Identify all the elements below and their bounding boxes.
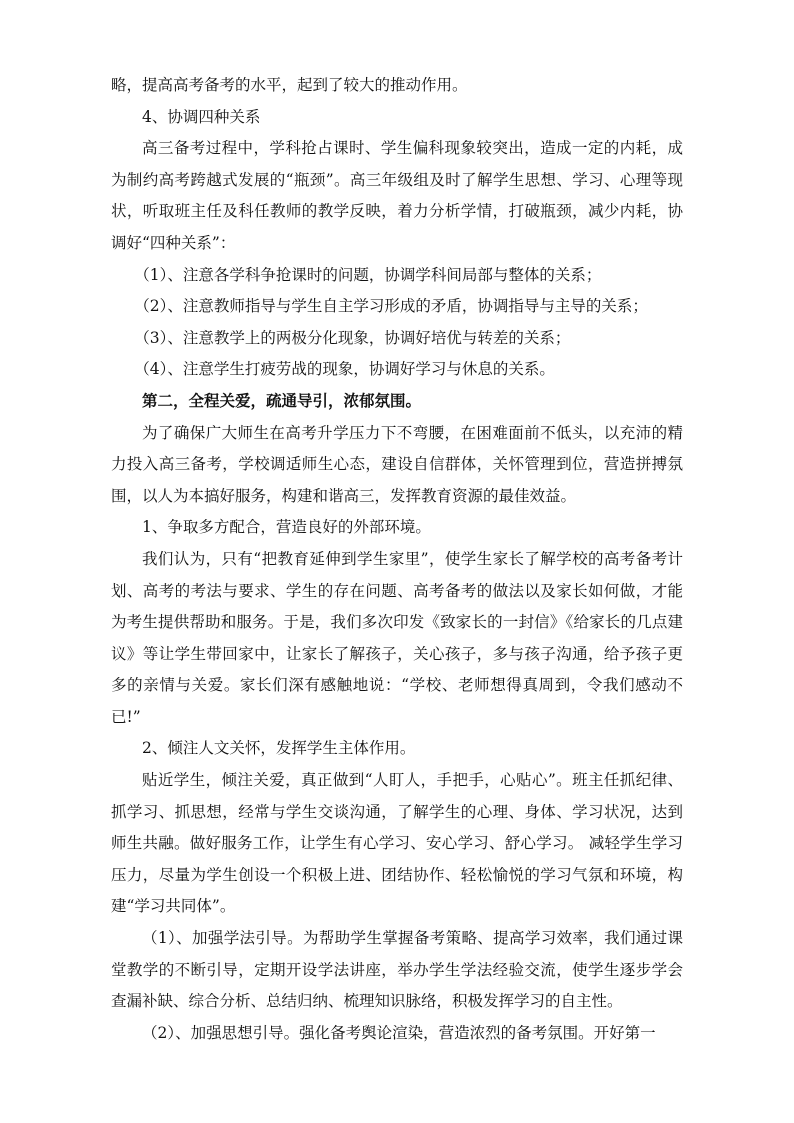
list-item-4: （4）、注意学生打疲劳战的现象，协调好学习与休息的关系。 <box>134 360 555 379</box>
list-item-study-methods: （1）、加强学法引导。为帮助学生掌握备考策略、提高学习效率，我们通过课堂教学的不断引导，定期开设学法讲座，举办学生学法经验交流，使学生逐步学会查漏补缺、综合分析、总结归纳、梳理知识脉络，积极发挥学习的自主性。 <box>111 929 683 1011</box>
list-item-2: （2）、注意教师指导与学生自主学习形成的矛盾，协调指导与主导的关系； <box>134 297 648 316</box>
section-heading-coordinate-relations: 4、协调四种关系 <box>142 107 261 126</box>
subheading-external-environment: 1、争取多方配合，营造良好的外部环境。 <box>142 518 431 537</box>
section-heading-second: 第二，全程关爱，疏通导引，浓郁氛围。 <box>142 391 422 410</box>
paragraph-care: 为了确保广大师生在高考升学压力下不弯腰，在困难面前不低头，以充沛的精力投入高三备考，学校调适师生心态，建设自信群体，关怀管理到位，营造拼搏氛围，以人为本搞好服务，构建和谐高三，发挥教育资源的最佳效益。 <box>111 423 683 505</box>
list-item-3: （3）、注意教学上的两极分化现象，协调好培优与转差的关系； <box>134 328 571 347</box>
paragraph-close-to-students: 贴近学生，倾注关爱，真正做到“人盯人，手把手，心贴心”。班主任抓纪律、抓学习、抓思想，经常与学生交谈沟通，了解学生的心理、身体、学习状况，达到师生共融。做好服务工作，让学生有心学习、安心学习、舒心学习。 减轻学生学习压力，尽量为学生创设一个积极上进、团结协作、轻松愉悦的学习气氛和环境，构建“学习共同体”。 <box>111 771 683 916</box>
list-item-1: （1）、注意各学科争抢课时的问题，协调学科间局部与整体的关系； <box>134 265 602 284</box>
subheading-humanistic-care: 2、倾注人文关怀，发挥学生主体作用。 <box>142 739 416 758</box>
paragraph-parents: 我们认为，只有“把教育延伸到学生家里”，使学生家长了解学校的高考备考计划、高考的考法与要求、学生的存在问题、高考备考的做法以及家长如何做，才能为考生提供帮助和服务。于是，我们多次印发《致家长的一封信》《给家长的几点建议》等让学生带回家中，让家长了解孩子，关心孩子，多与孩子沟通，给予孩子更多的亲情与关爱。家长们深有感触地说：“学校、老师想得真周到，令我们感动不已!” <box>111 549 683 726</box>
document-body <box>111 70 683 1049</box>
paragraph-continuation: 略，提高高考备考的水平，起到了较大的推动作用。 <box>111 76 468 94</box>
list-item-ideology: （2）、加强思想引导。强化备考舆论渲染，营造浓烈的备考氛围。开好第一 <box>142 1023 656 1042</box>
paragraph-bottleneck: 高三备考过程中，学科抢占课时、学生偏科现象较突出，造成一定的内耗，成为制约高考跨越式发展的“瓶颈”。高三年级组及时了解学生思想、学习、心理等现状，听取班主任及科任教师的教学反映，着力分析学情，打破瓶颈，减少内耗，协调好“四种关系”： <box>111 139 683 252</box>
